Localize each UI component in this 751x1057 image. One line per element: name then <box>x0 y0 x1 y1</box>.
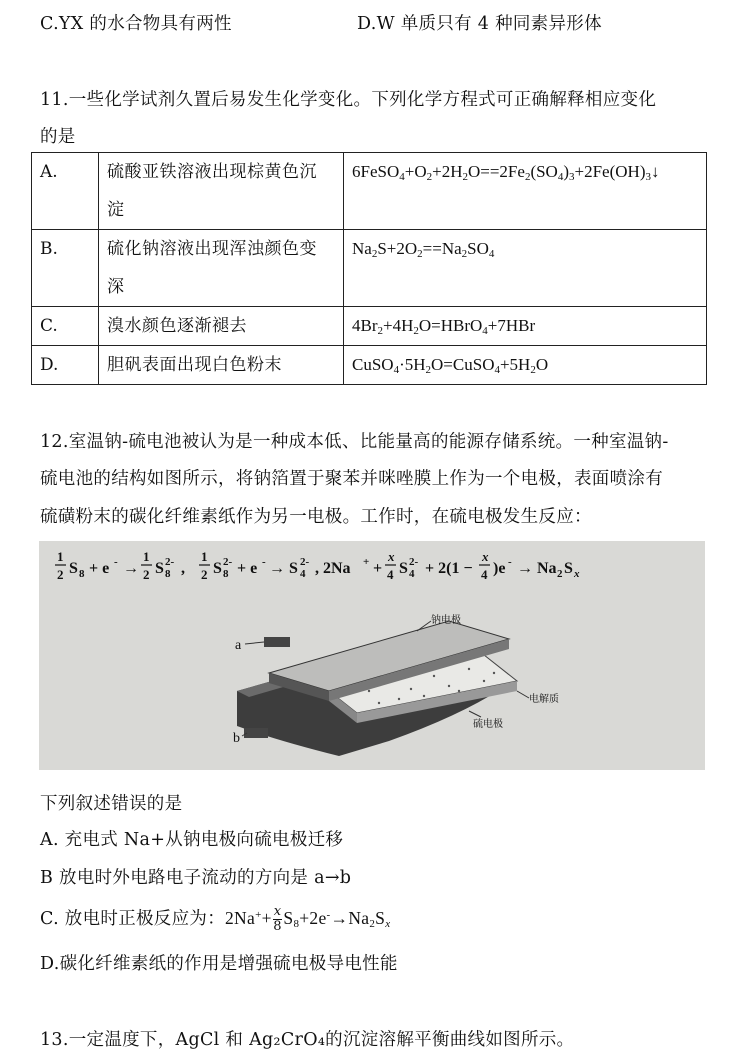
svg-text:2-: 2- <box>223 556 233 568</box>
q12-option-c: C. 放电时正极反应为：2Na++ $\frac{x}{8}$ $S_8+2e^-\to Na_2S_x$ <box>40 904 391 934</box>
fraction-x-over-8: $\frac{x}{8}$ <box>273 904 282 934</box>
q10-option-d: D.W 单质只有 4 种同素异形体 <box>357 14 602 34</box>
svg-text:,: , <box>181 560 185 577</box>
terminal-a-label: a <box>235 638 242 653</box>
q11-stem-line1: 11.一些化学试剂久置后易发生化学变化。下列化学方程式可正确解释相应变化 <box>40 90 657 110</box>
svg-text:→ S: → S <box>269 560 298 577</box>
row-description: 胆矾表面出现白色粉末 <box>99 346 344 385</box>
q12-option-d: D.碳化纤维素纸的作用是增强硫电极导电性能 <box>40 954 398 974</box>
svg-text:-: - <box>114 556 118 568</box>
svg-text:1: 1 <box>143 549 150 564</box>
svg-text:+ e: + e <box>237 560 258 577</box>
row-label: A. <box>32 153 99 230</box>
svg-text:2-: 2- <box>165 556 175 568</box>
q12-stem-line1: 12.室温钠-硫电池被认为是一种成本低、比能量高的能源存储系统。一种室温钠- <box>40 432 669 452</box>
svg-text:+ 2(1 −: + 2(1 − <box>425 560 473 577</box>
svg-text:-: - <box>508 556 512 568</box>
svg-text:+: + <box>363 556 370 568</box>
q12-option-c-prefix: C. 放电时正极反应为： <box>40 909 225 929</box>
svg-text:)e: )e <box>493 560 506 577</box>
row-description <box>99 230 344 307</box>
svg-text:→ Na: → Na <box>517 560 557 577</box>
svg-text:1: 1 <box>57 549 64 564</box>
table-row <box>32 153 707 230</box>
terminal-b-label: b <box>233 731 240 746</box>
q13-stem: 13.一定温度下，AgCl 和 Ag₂CrO₄的沉淀溶解平衡曲线如图所示。 <box>40 1030 575 1050</box>
svg-text:4: 4 <box>387 567 394 582</box>
svg-text:8: 8 <box>223 568 229 580</box>
sodium-electrode-label: 钠电极 <box>431 615 461 626</box>
svg-text:4: 4 <box>481 567 488 582</box>
row-equation: $6FeSO_4+O_2+2H_2O==2Fe_2(SO_4)_3+2Fe(OH)_3↓$ <box>344 153 707 230</box>
row-equation: $Na_2S+2O_2==Na_2SO_4$ <box>344 230 707 307</box>
row-equation: $4Br_2+4H_2O=HBrO_4+7HBr$ <box>344 307 707 346</box>
svg-text:8: 8 <box>79 568 85 580</box>
svg-text:x: x <box>482 549 489 564</box>
svg-text:x: x <box>574 568 580 580</box>
svg-text:→: → <box>123 560 139 577</box>
svg-text:-: - <box>262 556 266 568</box>
svg-text:2: 2 <box>557 568 563 580</box>
svg-text:S: S <box>155 560 164 577</box>
battery-figure <box>39 541 705 770</box>
svg-text:2: 2 <box>57 567 64 582</box>
svg-text:8: 8 <box>165 568 171 580</box>
q12-stem-line3: 硫磺粉末的碳化纤维素纸作为另一电极。工作时，在硫电极发生反应： <box>40 507 592 527</box>
row-label: D. <box>32 346 99 385</box>
table-row <box>32 230 707 307</box>
q11-stem-line2: 的是 <box>40 127 76 147</box>
svg-text:+: + <box>373 560 383 577</box>
row-description <box>99 153 344 230</box>
electrolyte-label: 电解质 <box>529 694 559 705</box>
svg-text:2-: 2- <box>300 556 310 568</box>
battery-diagram <box>233 613 559 756</box>
row-label: B. <box>32 230 99 307</box>
svg-text:4: 4 <box>409 568 415 580</box>
row-description-line1: 硫化钠溶液出现浑浊颜色变 <box>107 239 317 259</box>
row-equation: $CuSO_4\cdot 5H_2O=CuSO_4+5H_2O$ <box>344 346 707 385</box>
q12-stem-line2: 硫电池的结构如图所示，将钠箔置于聚苯并咪唑膜上作为一个电极，表面喷涂有 <box>40 469 663 489</box>
svg-text:4: 4 <box>300 568 306 580</box>
q12-option-b: B 放电时外电路电子流动的方向是 a→b <box>40 868 352 888</box>
svg-text:+ e: + e <box>89 560 110 577</box>
table-row <box>32 346 707 385</box>
q12-option-a: A. 充电式 Na+从钠电极向硫电极迁移 <box>40 830 344 850</box>
svg-text:S: S <box>564 560 573 577</box>
row-description-line1: 硫酸亚铁溶液出现棕黄色沉 <box>107 162 317 182</box>
reaction-equations <box>55 549 580 582</box>
svg-text:2-: 2- <box>409 556 419 568</box>
q12-question: 下列叙述错误的是 <box>40 794 183 814</box>
svg-text:S: S <box>69 560 78 577</box>
q10-option-c: C.YX 的水合物具有两性 <box>40 14 232 34</box>
table-row <box>32 307 707 346</box>
row-description: 溴水颜色逐渐褪去 <box>99 307 344 346</box>
svg-text:S: S <box>213 560 222 577</box>
svg-text:x: x <box>388 549 395 564</box>
row-description-line2: 淀 <box>107 200 125 220</box>
svg-text:S: S <box>399 560 408 577</box>
svg-text:2: 2 <box>201 567 208 582</box>
sulfur-electrode-label: 硫电极 <box>473 719 503 730</box>
row-label: C. <box>32 307 99 346</box>
svg-text:1: 1 <box>201 549 208 564</box>
q11-options-table <box>31 152 707 385</box>
svg-text:, 2Na: , 2Na <box>315 560 351 577</box>
svg-text:2: 2 <box>143 567 150 582</box>
row-description-line2: 深 <box>107 277 125 297</box>
